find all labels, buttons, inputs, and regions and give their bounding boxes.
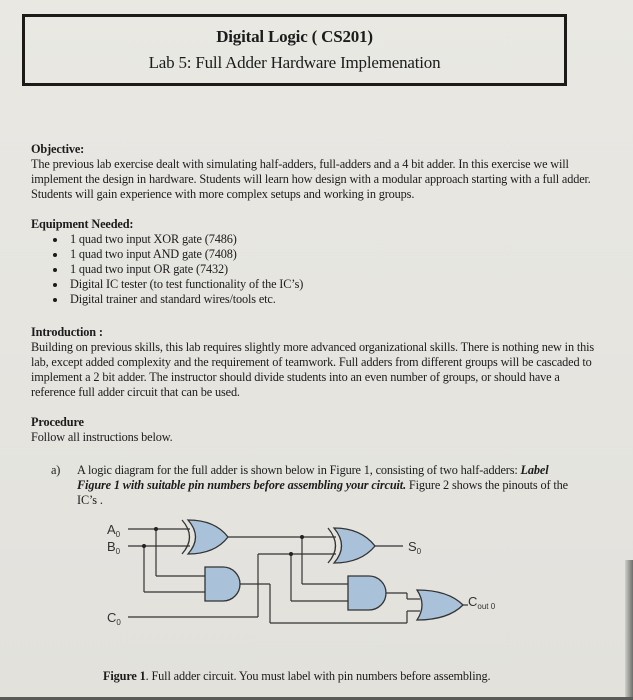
introduction-heading: Introduction : — [31, 325, 103, 339]
title-box — [22, 14, 567, 86]
equipment-item: Digital IC tester (to test functionality of the IC’s) — [53, 277, 303, 292]
label-cout0: $C_{out 0}$ — [468, 594, 496, 611]
and-gate-2 — [348, 576, 386, 610]
full-adder-diagram — [90, 505, 570, 645]
procedure-heading: Procedure — [31, 415, 84, 429]
xor-gate-1 — [188, 520, 228, 554]
equipment-item: 1 quad two input XOR gate (7486) — [53, 232, 303, 247]
equipment-item: 1 quad two input AND gate (7408) — [53, 247, 303, 262]
objective-text: The previous lab exercise dealt with simulating half-adders, full-adders and a 4 bit adder. In this exercise we will implement the design in hardware. Students will learn how design with a modular approach starting with a full adder. Students will gain experience with more complex setups and working in groups. — [31, 157, 591, 201]
page-edge — [625, 560, 633, 700]
equipment-item: Digital trainer and standard wires/tools etc. — [53, 292, 303, 307]
introduction-text: Building on previous skills, this lab requires slightly more advanced organizational skills. There is nothing new in this lab, except added complexity and the requirement of teamwork. Full adders from different groups will be cascaded to implement a 2 bit adder. The instructor should divide students into an even number of groups, or should have a reference full adder circuit that can be used. — [31, 340, 595, 399]
caption-text: . Full adder circuit. You must label with pin numbers before assembling. — [145, 669, 491, 683]
figure-caption — [103, 669, 490, 684]
item-emphasis: Label Figure 1 with suitable pin numbers before assembling your circuit. — [77, 463, 549, 492]
equipment-list — [31, 232, 303, 307]
equipment-section — [31, 217, 303, 307]
item-marker: a) — [51, 463, 61, 477]
item-text-after: Figure 2 shows the pinouts of the IC’s . — [77, 478, 568, 507]
item-text: A logic diagram for the full adder is shown below in Figure 1, consisting of two half-adders: — [77, 463, 518, 477]
procedure-intro: Follow all instructions below. — [31, 430, 173, 444]
label-s0: $S_0$ — [408, 539, 422, 556]
equipment-heading: Equipment Needed: — [31, 217, 134, 231]
objective-heading: Objective: — [31, 142, 85, 156]
lab-title: Lab 5: Full Adder Hardware Implemenation — [148, 53, 441, 72]
label-b0: $B_0$ — [107, 539, 121, 556]
procedure-item-a — [51, 463, 581, 508]
caption-label: Figure 1 — [103, 669, 146, 683]
xor-gate-2 — [334, 528, 375, 563]
label-a0: $A_0$ — [107, 522, 121, 539]
and-gate-1 — [205, 567, 240, 601]
objective-section — [31, 142, 601, 202]
course-title: Digital Logic ( CS201) — [216, 27, 373, 46]
equipment-item: 1 quad two input OR gate (7432) — [53, 262, 303, 277]
introduction-section — [31, 325, 601, 400]
or-gate — [417, 590, 463, 620]
label-c0: $C_0$ — [107, 610, 121, 627]
procedure-section — [31, 415, 173, 445]
